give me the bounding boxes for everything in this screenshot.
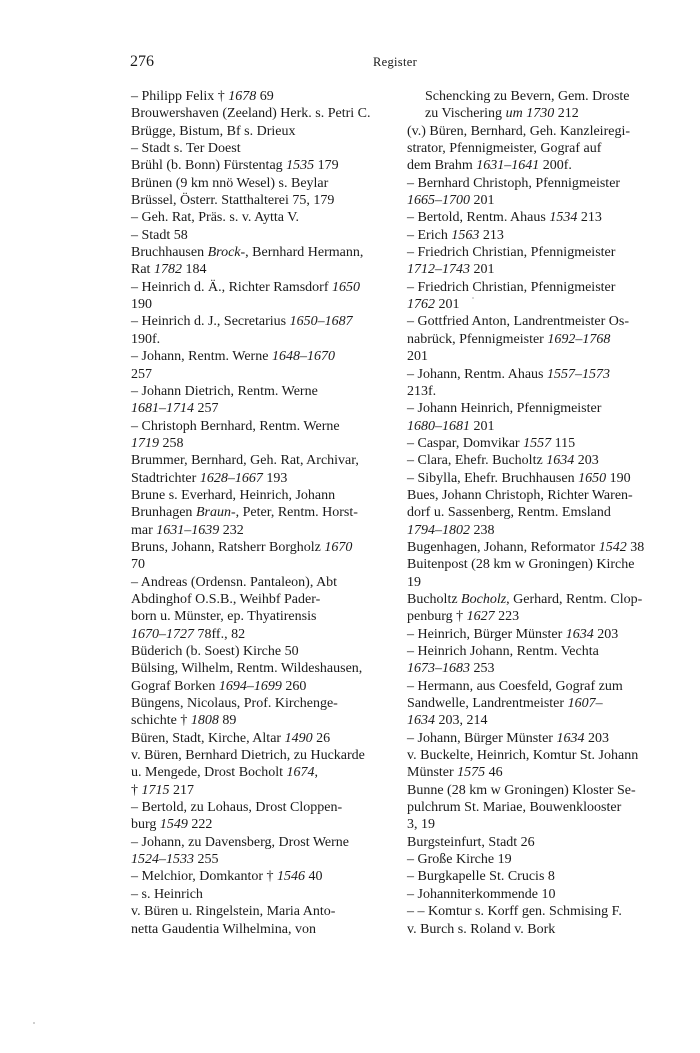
index-entry-line: Bugenhagen, Johann, Reformator 1542 38 bbox=[407, 539, 645, 555]
index-entry-line: 1680–1681 201 bbox=[407, 418, 495, 434]
index-entry bbox=[407, 209, 663, 226]
index-entry-line: u. Mengede, Drost Bocholt 1674, bbox=[131, 765, 319, 781]
index-entry-line: – Sibylla, Ehefr. Bruchhausen 1650 190 bbox=[407, 470, 631, 486]
index-entry-line: 1712–1743 201 bbox=[407, 262, 495, 278]
index-entry bbox=[407, 539, 663, 556]
index-entry-line: Buitenpost (28 km w Groningen) Kirche bbox=[407, 557, 635, 573]
index-entry bbox=[407, 244, 663, 279]
index-entry-line: 190f. bbox=[131, 331, 161, 347]
index-column-right bbox=[407, 88, 663, 938]
index-entry-line: – Bertold, Rentm. Ahaus 1534 213 bbox=[407, 210, 602, 226]
index-entry-line: Brüssel, Österr. Statthalterei 75, 179 bbox=[131, 193, 335, 209]
index-entry-line: – Heinrich Johann, Rentm. Vechta bbox=[407, 644, 599, 659]
index-entry bbox=[407, 591, 663, 626]
index-entry-line: 1681–1714 257 bbox=[131, 401, 219, 417]
index-entry-line: – Friedrich Christian, Pfennigmeister bbox=[407, 279, 616, 295]
index-entry-line: 1719 258 bbox=[131, 435, 184, 451]
index-entry bbox=[131, 175, 388, 192]
index-entry-line: Bues, Johann Christoph, Richter Waren- bbox=[407, 487, 633, 503]
index-entry-line: Büderich (b. Soest) Kirche 50 bbox=[131, 644, 299, 659]
index-entry-line: Brünen (9 km nnö Wesel) s. Beylar bbox=[131, 175, 329, 191]
index-entry bbox=[131, 209, 388, 226]
index-entry-line: 1794–1802 238 bbox=[407, 522, 495, 538]
index-entry-line: Stadtrichter 1628–1667 193 bbox=[131, 470, 288, 486]
scan-speck bbox=[33, 1022, 35, 1024]
index-entry bbox=[131, 868, 388, 885]
index-entry-line: Bunne (28 km w Groningen) Kloster Se- bbox=[407, 782, 636, 798]
index-entry bbox=[131, 123, 388, 140]
running-head: Register bbox=[372, 55, 418, 69]
index-entry-line: – Bernhard Christoph, Pfennigmeister bbox=[407, 175, 621, 191]
index-entry bbox=[407, 470, 663, 487]
index-column-left bbox=[131, 88, 388, 938]
index-entry-line: – Gottfried Anton, Landrentmeister Os- bbox=[407, 314, 630, 330]
index-entry bbox=[131, 574, 388, 643]
index-entry-line: – Johanniterkommende 10 bbox=[407, 886, 556, 902]
index-entry bbox=[131, 504, 388, 539]
index-entry bbox=[131, 539, 388, 574]
index-entry-line: Brouwershaven (Zeeland) Herk. s. Petri C. bbox=[131, 106, 371, 122]
index-entry-line: – Philipp Felix † 1678 69 bbox=[131, 89, 274, 104]
index-entry bbox=[131, 313, 388, 348]
index-entry-line: – Burgkapelle St. Crucis 8 bbox=[407, 869, 555, 885]
index-entry-line: 257 bbox=[131, 366, 152, 382]
index-entry-line: – Große Kirche 19 bbox=[407, 852, 512, 868]
index-entry bbox=[131, 643, 388, 660]
index-entry-line: netta Gaudentia Wilhelmina, von bbox=[131, 921, 317, 937]
index-entry bbox=[407, 643, 663, 678]
index-entry-line: 3, 19 bbox=[407, 817, 435, 833]
index-entry-line: Büren, Stadt, Kirche, Altar 1490 26 bbox=[131, 730, 331, 746]
index-entry-line: v. Büren u. Ringelstein, Maria Anto- bbox=[131, 904, 336, 920]
index-entry-line: 70 bbox=[131, 557, 145, 573]
index-entry-line: Bruchhausen Brock-, Bernhard Hermann, bbox=[131, 245, 364, 261]
index-entry-line: Sandwelle, Landrentmeister 1607– bbox=[407, 696, 603, 712]
index-entry-line: † 1715 217 bbox=[131, 782, 194, 798]
index-entry-line: (v.) Büren, Bernhard, Geh. Kanzleiregi- bbox=[407, 123, 631, 139]
index-entry-line: – Friedrich Christian, Pfennigmeister bbox=[407, 245, 616, 261]
index-entry bbox=[407, 227, 663, 244]
index-entry-line: zu Vischering um 1730 212 bbox=[425, 106, 579, 122]
index-entry bbox=[407, 313, 663, 365]
index-entry-line: – Geh. Rat, Präs. s. v. Aytta V. bbox=[131, 210, 300, 226]
index-entry bbox=[407, 782, 663, 834]
index-entry-line: – Johann Dietrich, Rentm. Werne bbox=[131, 383, 318, 399]
index-entry bbox=[407, 678, 663, 730]
index-entry bbox=[407, 747, 663, 782]
index-entry bbox=[131, 348, 388, 383]
index-entry bbox=[407, 834, 663, 851]
index-entry bbox=[407, 88, 663, 123]
index-entry-line: Brügge, Bistum, Bf s. Drieux bbox=[131, 123, 296, 139]
index-entry bbox=[131, 799, 388, 834]
index-entry-line: – Stadt 58 bbox=[131, 227, 188, 243]
index-entry-line: penburg † 1627 223 bbox=[407, 609, 520, 625]
index-entry-line: nabrück, Pfennigmeister 1692–1768 bbox=[407, 331, 611, 347]
index-entry-line: Brummer, Bernhard, Geh. Rat, Archivar, bbox=[131, 453, 359, 469]
index-entry-line: 19 bbox=[407, 574, 421, 590]
index-entry bbox=[131, 730, 388, 747]
index-entry-line: Rat 1782 184 bbox=[131, 262, 207, 278]
index-entry bbox=[407, 921, 663, 938]
index-entry-line: burg 1549 222 bbox=[131, 817, 213, 833]
index-entry-line: strator, Pfennigmeister, Gograf auf bbox=[407, 141, 602, 157]
index-entry-line: 190 bbox=[131, 297, 152, 313]
index-entry-line: dorf u. Sassenberg, Rentm. Emsland bbox=[407, 505, 611, 521]
index-entry-line: – Christoph Bernhard, Rentm. Werne bbox=[131, 418, 340, 434]
index-entry-line: Burgsteinfurt, Stadt 26 bbox=[407, 834, 535, 850]
index-entry-line: – Johann, zu Davensberg, Drost Werne bbox=[131, 834, 350, 850]
index-entry bbox=[131, 487, 388, 504]
index-entry-line: Abdinghof O.S.B., Weihbf Pader- bbox=[131, 591, 321, 607]
index-entry-line: Bülsing, Wilhelm, Rentm. Wildeshausen, bbox=[131, 661, 363, 677]
index-entry bbox=[407, 903, 663, 920]
index-entry bbox=[131, 695, 388, 730]
index-entry-line: born u. Münster, ep. Thyatirensis bbox=[131, 609, 317, 625]
index-entry bbox=[131, 227, 388, 244]
index-entry bbox=[131, 88, 388, 105]
index-entry bbox=[407, 366, 663, 401]
index-entry bbox=[407, 452, 663, 469]
index-entry-line: Büngens, Nicolaus, Prof. Kirchenge- bbox=[131, 696, 338, 712]
index-entry bbox=[131, 192, 388, 209]
index-entry-line: 213f. bbox=[407, 383, 437, 399]
index-entry-line: Bucholtz Bocholz, Gerhard, Rentm. Clop- bbox=[407, 591, 643, 607]
index-entry bbox=[407, 400, 663, 435]
index-entry bbox=[407, 851, 663, 868]
index-entry-line: 1670–1727 78ff., 82 bbox=[131, 626, 246, 642]
index-entry-line: 1665–1700 201 bbox=[407, 193, 495, 209]
index-entry-line: – Heinrich d. Ä., Richter Ramsdorf 1650 bbox=[131, 279, 361, 295]
index-entry bbox=[131, 279, 388, 314]
index-entry-line: Brune s. Everhard, Heinrich, Johann bbox=[131, 487, 336, 503]
index-entry-line: – Caspar, Domvikar 1557 115 bbox=[407, 435, 576, 451]
index-entry bbox=[131, 452, 388, 487]
index-entry bbox=[131, 105, 388, 122]
index-entry-line: Brunhagen Braun-, Peter, Rentm. Horst- bbox=[131, 505, 358, 521]
index-entry-line: – Andreas (Ordensn. Pantaleon), Abt bbox=[131, 574, 338, 590]
index-entry-line: – Johann, Bürger Münster 1634 203 bbox=[407, 730, 609, 746]
index-entry bbox=[407, 730, 663, 747]
index-entry-line: – Hermann, aus Coesfeld, Gograf zum bbox=[407, 678, 623, 694]
index-entry bbox=[407, 175, 663, 210]
index-entry bbox=[407, 886, 663, 903]
index-entry bbox=[407, 123, 663, 175]
index-entry-line: Gograf Borken 1694–1699 260 bbox=[131, 678, 307, 694]
index-entry-line: mar 1631–1639 232 bbox=[131, 522, 244, 538]
index-entry-line: schichte † 1808 89 bbox=[131, 713, 237, 729]
index-entry-line: 201 bbox=[407, 349, 428, 365]
index-entry bbox=[407, 435, 663, 452]
index-entry-line: – Johann, Rentm. Werne 1648–1670 bbox=[131, 349, 335, 365]
index-entry bbox=[131, 418, 388, 453]
scan-speck bbox=[472, 297, 474, 299]
index-entry-line: – Clara, Ehefr. Bucholtz 1634 203 bbox=[407, 453, 599, 469]
index-entry bbox=[131, 244, 388, 279]
index-entry-line: – Heinrich, Bürger Münster 1634 203 bbox=[407, 626, 619, 642]
index-entry-line: – Erich 1563 213 bbox=[407, 227, 504, 243]
index-entry-line: – – Komtur s. Korff gen. Schmising F. bbox=[407, 904, 622, 920]
index-entry-line: dem Brahm 1631–1641 200f. bbox=[407, 158, 572, 174]
index-entry-line: Bruns, Johann, Ratsherr Borgholz 1670 bbox=[131, 539, 353, 555]
index-entry-line: v. Büren, Bernhard Dietrich, zu Huckarde bbox=[131, 748, 365, 764]
index-entry-line: pulchrum St. Mariae, Bouwenklooster bbox=[407, 800, 622, 816]
index-entry-line: Brühl (b. Bonn) Fürstentag 1535 179 bbox=[131, 158, 339, 174]
index-entry bbox=[407, 487, 663, 539]
index-entry bbox=[131, 383, 388, 418]
index-entry-line: v. Burch s. Roland v. Bork bbox=[407, 921, 556, 937]
index-entry-line: v. Buckelte, Heinrich, Komtur St. Johann bbox=[407, 748, 639, 764]
index-entry bbox=[131, 157, 388, 174]
index-entry bbox=[131, 834, 388, 869]
index-entry-line: – Stadt s. Ter Doest bbox=[131, 141, 241, 157]
index-entry bbox=[407, 556, 663, 591]
index-entry-line: 1634 203, 214 bbox=[407, 713, 488, 729]
index-entry-line: – Heinrich d. J., Secretarius 1650–1687 bbox=[131, 314, 353, 330]
index-entry-line: – s. Heinrich bbox=[131, 886, 203, 902]
index-entry bbox=[407, 868, 663, 885]
index-entry bbox=[131, 903, 388, 938]
index-entry bbox=[131, 886, 388, 903]
index-entry-line: – Johann Heinrich, Pfennigmeister bbox=[407, 401, 602, 417]
index-entry bbox=[131, 660, 388, 695]
index-entry-line: 1524–1533 255 bbox=[131, 852, 219, 868]
index-entry-line: – Johann, Rentm. Ahaus 1557–1573 bbox=[407, 366, 610, 382]
page-number: 276 bbox=[130, 53, 154, 70]
index-entry bbox=[131, 140, 388, 157]
index-entry-line: – Bertold, zu Lohaus, Drost Cloppen- bbox=[131, 800, 343, 816]
index-entry bbox=[407, 279, 663, 314]
index-entry-line: 1673–1683 253 bbox=[407, 661, 495, 677]
index-entry bbox=[407, 626, 663, 643]
index-entry-line: Schencking zu Bevern, Gem. Droste bbox=[425, 89, 630, 104]
index-entry-line: – Melchior, Domkantor † 1546 40 bbox=[131, 869, 323, 885]
index-entry-line: Münster 1575 46 bbox=[407, 765, 503, 781]
index-entry-line: 1762 201 bbox=[407, 297, 460, 313]
index-entry bbox=[131, 747, 388, 799]
